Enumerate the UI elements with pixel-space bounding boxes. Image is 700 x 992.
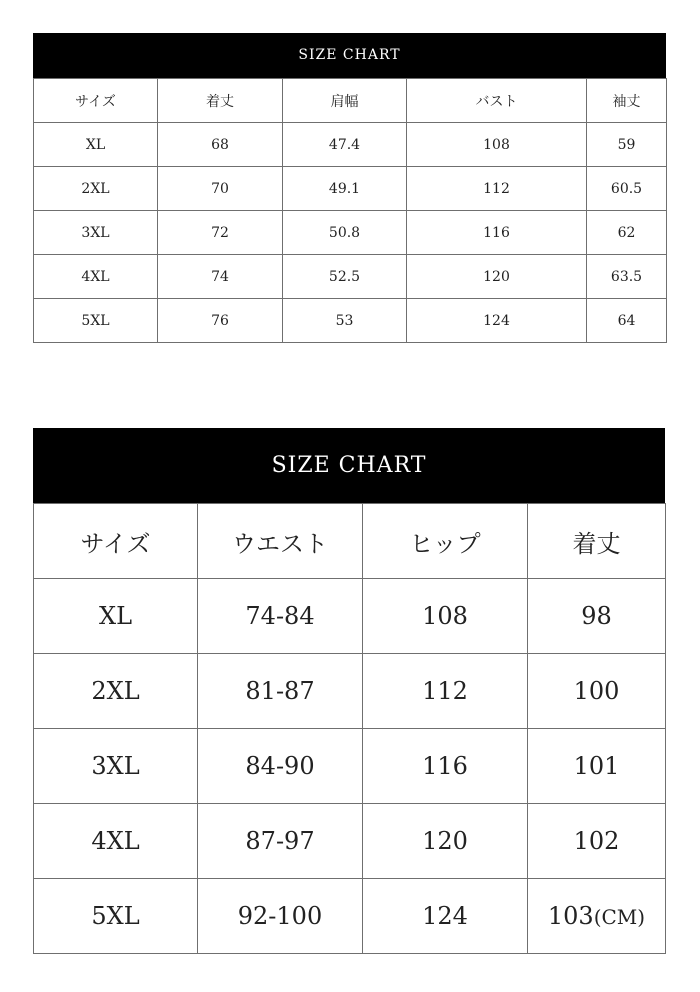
table-cell: 4XL [34,804,198,879]
table-header-row [34,79,667,123]
table-cell: 5XL [34,299,158,343]
table-cell: 3XL [34,211,158,255]
header-bust: バスト [407,79,587,123]
table-cell: 108 [407,123,587,167]
header-size: サイズ [34,504,198,579]
header-sleeve: 袖丈 [587,79,667,123]
table-cell: 116 [363,729,528,804]
table-row [34,579,666,654]
table-cell: 100 [528,654,666,729]
table-cell: 74-84 [198,579,363,654]
table-row [34,299,667,343]
table-cell: 92-100 [198,879,363,954]
table-cell: 101 [528,729,666,804]
table-cell: 5XL [34,879,198,954]
table-cell: 120 [363,804,528,879]
table-cell: XL [34,123,158,167]
table-cell: 2XL [34,654,198,729]
header-waist: ウエスト [198,504,363,579]
table-cell: 59 [587,123,667,167]
size-table-top [33,78,667,343]
table-cell: 112 [407,167,587,211]
table-cell: 62 [587,211,667,255]
table-cell: 87-97 [198,804,363,879]
header-length: 着丈 [158,79,283,123]
table-row [34,211,667,255]
header-size: サイズ [34,79,158,123]
table-cell: 64 [587,299,667,343]
table-cell: 112 [363,654,528,729]
size-chart-title-top: SIZE CHART [33,33,666,78]
table-cell: 52.5 [283,255,407,299]
table-cell: 70 [158,167,283,211]
table-cell-value: 103 [547,902,594,930]
table-cell: 63.5 [587,255,667,299]
table-cell: 60.5 [587,167,667,211]
table-row [34,654,666,729]
header-shoulder: 肩幅 [283,79,407,123]
table-cell: 81-87 [198,654,363,729]
table-cell: 124 [407,299,587,343]
header-length: 着丈 [528,504,666,579]
table-cell: 53 [283,299,407,343]
size-chart-title-bottom: SIZE CHART [33,428,665,503]
table-row [34,729,666,804]
table-cell: 2XL [34,167,158,211]
table-cell: XL [34,579,198,654]
table-cell: 76 [158,299,283,343]
size-table-bottom [33,503,666,954]
table-header-row [34,504,666,579]
table-cell: 68 [158,123,283,167]
table-cell: 102 [528,804,666,879]
table-cell: 49.1 [283,167,407,211]
table-cell: 108 [363,579,528,654]
table-cell: 74 [158,255,283,299]
table-cell: 98 [528,579,666,654]
table-row [34,804,666,879]
table-cell: 84-90 [198,729,363,804]
header-hip: ヒップ [363,504,528,579]
table-row [34,167,667,211]
table-cell: 4XL [34,255,158,299]
table-cell: 120 [407,255,587,299]
table-row [34,123,667,167]
table-cell: 72 [158,211,283,255]
table-row [34,879,666,954]
table-cell: 3XL [34,729,198,804]
table-cell: 47.4 [283,123,407,167]
table-cell-with-unit [528,879,666,954]
table-cell: 116 [407,211,587,255]
unit-label: (CM) [593,905,646,929]
table-cell: 124 [363,879,528,954]
table-row [34,255,667,299]
table-cell: 50.8 [283,211,407,255]
